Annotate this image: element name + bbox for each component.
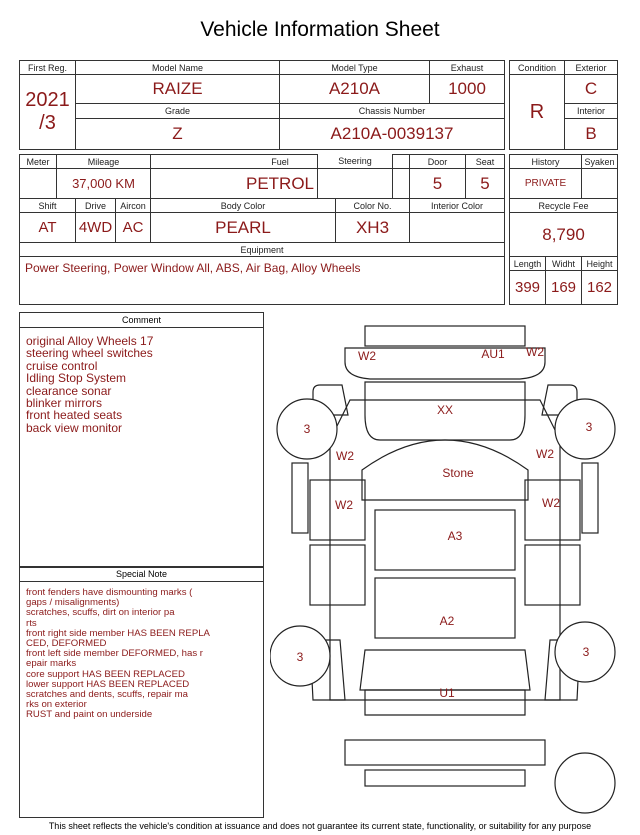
model-name-value: RAIZE bbox=[76, 75, 280, 104]
special-note-header: Special Note bbox=[20, 567, 263, 582]
special-note-box bbox=[19, 566, 264, 818]
recycle-fee-value: 8,790 bbox=[510, 213, 618, 257]
condition-table bbox=[509, 60, 618, 150]
rear-bar-outline bbox=[365, 770, 525, 786]
length-value: 399 bbox=[510, 271, 546, 305]
disclaimer-footer: This sheet reflects the vehicle's condition at issuance and does not guarantee its current state, functionality, or suitability for any purpose bbox=[48, 821, 592, 831]
damage-label-w2-front-right: W2 bbox=[526, 345, 544, 359]
comment-line: clearance sonar bbox=[26, 383, 112, 398]
color-no-label: Color No. bbox=[336, 199, 410, 213]
drive-label: Drive bbox=[76, 199, 116, 213]
steering-label: Steering bbox=[318, 154, 392, 169]
special-note-list bbox=[26, 588, 259, 721]
equipment-text: Power Steering, Power Window All, ABS, Air Bag, Alloy Wheels bbox=[25, 261, 361, 275]
body-color-value: PEARL bbox=[151, 213, 336, 243]
special-note-line: front left side member DEFORMED, has r bbox=[26, 648, 203, 660]
special-note-line: scratches, scuffs, dirt on interior pa bbox=[26, 607, 175, 619]
equipment-value bbox=[20, 257, 505, 305]
comment-line: steering wheel switches bbox=[26, 346, 153, 361]
meter-label: Meter bbox=[20, 155, 57, 169]
color-no-value: XH3 bbox=[336, 213, 410, 243]
roof-front-outline bbox=[375, 510, 515, 570]
exhaust-label: Exhaust bbox=[430, 61, 505, 75]
damage-label-w2-left-1: W2 bbox=[336, 449, 354, 463]
right-mirror-outline bbox=[582, 463, 598, 533]
history-label: History bbox=[510, 155, 582, 169]
front-bumper-outline bbox=[365, 326, 525, 346]
door-value: 5 bbox=[410, 169, 466, 199]
fuel-value: PETROL bbox=[151, 169, 410, 199]
left-rear-door-outline bbox=[310, 545, 365, 605]
damage-label-a2: A2 bbox=[439, 614, 455, 628]
damage-label-w2-left-2: W2 bbox=[335, 498, 353, 512]
grade-label: Grade bbox=[76, 104, 280, 118]
comment-line: cruise control bbox=[26, 358, 98, 373]
right-rear-door-outline bbox=[525, 545, 580, 605]
damage-label-xx: XX bbox=[436, 403, 454, 417]
interior-color-value bbox=[410, 213, 505, 243]
special-note-line: core support HAS BEEN REPLACED bbox=[26, 668, 185, 680]
comment-line: front heated seats bbox=[26, 408, 123, 423]
special-note-line: scratches and dents, scuffs, repair ma bbox=[26, 689, 188, 701]
grade-value: Z bbox=[76, 118, 280, 149]
right-front-door-outline bbox=[525, 480, 580, 540]
exterior-label: Exterior bbox=[565, 61, 618, 75]
first-reg-value bbox=[20, 75, 76, 150]
drive-value: 4WD bbox=[76, 213, 116, 243]
height-label: Height bbox=[582, 257, 618, 271]
fuel-label: Fuel bbox=[151, 155, 410, 169]
history-table bbox=[509, 154, 618, 305]
condition-value: R bbox=[510, 75, 565, 150]
rear-bumper-outline bbox=[345, 740, 545, 765]
condition-label: Condition bbox=[510, 61, 565, 75]
seat-value: 5 bbox=[466, 169, 505, 199]
special-note-line: lower support HAS BEEN REPLACED bbox=[26, 678, 190, 690]
damage-label-w2-front-left: W2 bbox=[358, 349, 376, 363]
tire-label-rear-left: 3 bbox=[296, 650, 304, 664]
body-color-label: Body Color bbox=[151, 199, 336, 213]
exhaust-value: 1000 bbox=[430, 75, 505, 104]
door-label: Door bbox=[410, 155, 466, 169]
special-note-line: front fenders have dismounting marks ( bbox=[26, 587, 193, 598]
spare-tire bbox=[555, 753, 615, 813]
special-note-line: epair marks bbox=[26, 658, 77, 670]
special-note-line: CED, DEFORMED bbox=[26, 638, 107, 650]
special-note-line: rts bbox=[26, 617, 37, 629]
shift-value: AT bbox=[20, 213, 76, 243]
special-note-line: rks on exterior bbox=[26, 699, 87, 711]
damage-label-au1: AU1 bbox=[481, 347, 505, 361]
mileage-label: Mileage bbox=[57, 155, 151, 169]
exterior-value: C bbox=[565, 75, 618, 104]
equipment-label: Equipment bbox=[20, 243, 505, 257]
interior-value: B bbox=[565, 118, 618, 149]
first-reg-label: First Reg. bbox=[20, 61, 76, 75]
special-note-line: front right side member HAS BEEN REPLA bbox=[26, 627, 210, 639]
comment-line: blinker mirrors bbox=[26, 396, 103, 411]
first-reg-year: 2021 bbox=[25, 89, 70, 112]
damage-label-a3: A3 bbox=[447, 529, 463, 543]
comment-list bbox=[26, 335, 259, 434]
aircon-label: Aircon bbox=[116, 199, 151, 213]
tire-label-front-right: 3 bbox=[585, 420, 593, 434]
special-note-line: RUST and paint on underside bbox=[26, 709, 153, 721]
rear-window-outline bbox=[360, 650, 530, 690]
aircon-value: AC bbox=[116, 213, 151, 243]
comment-box bbox=[19, 312, 264, 568]
comment-header: Comment bbox=[20, 313, 263, 328]
tire-label-rear-right: 3 bbox=[582, 645, 590, 659]
syaken-value bbox=[582, 169, 618, 199]
length-label: Length bbox=[510, 257, 546, 271]
recycle-fee-label: Recycle Fee bbox=[510, 199, 618, 213]
damage-label-w2-right-2: W2 bbox=[542, 496, 560, 510]
model-type-value: A210A bbox=[280, 75, 430, 104]
meter-value bbox=[20, 169, 57, 199]
comment-line: Idling Stop System bbox=[26, 371, 127, 386]
height-value: 162 bbox=[582, 271, 618, 305]
damage-label-w2-right-1: W2 bbox=[536, 447, 554, 461]
model-name-label: Model Name bbox=[76, 61, 280, 75]
damage-label-stone: Stone bbox=[442, 466, 474, 480]
specs-table bbox=[19, 154, 505, 305]
model-type-label: Model Type bbox=[280, 61, 430, 75]
damage-label-u1: U1 bbox=[439, 686, 455, 700]
chassis-value: A210A-0039137 bbox=[280, 118, 505, 149]
interior-color-label: Interior Color bbox=[410, 199, 505, 213]
width-value: 169 bbox=[546, 271, 582, 305]
syaken-label: Syaken bbox=[582, 155, 618, 169]
model-table bbox=[19, 60, 505, 150]
special-note-line: gaps / misalignments) bbox=[26, 597, 120, 609]
first-reg-month: /3 bbox=[39, 112, 56, 135]
mileage-value: 37,000 KM bbox=[57, 169, 151, 199]
history-value: PRIVATE bbox=[510, 169, 582, 199]
shift-label: Shift bbox=[20, 199, 76, 213]
chassis-label: Chassis Number bbox=[280, 104, 505, 118]
roof-rear-outline bbox=[375, 578, 515, 638]
comment-line: original Alloy Wheels 17 bbox=[26, 334, 154, 348]
page-title: Vehicle Information Sheet bbox=[200, 18, 440, 41]
tire-label-front-left: 3 bbox=[303, 422, 311, 436]
comment-line: back view monitor bbox=[26, 420, 123, 435]
interior-label: Interior bbox=[565, 104, 618, 118]
seat-label: Seat bbox=[466, 155, 505, 169]
steering-cell bbox=[317, 154, 393, 198]
left-mirror-outline bbox=[292, 463, 308, 533]
car-diagram bbox=[270, 318, 620, 818]
width-label: Widht bbox=[546, 257, 582, 271]
